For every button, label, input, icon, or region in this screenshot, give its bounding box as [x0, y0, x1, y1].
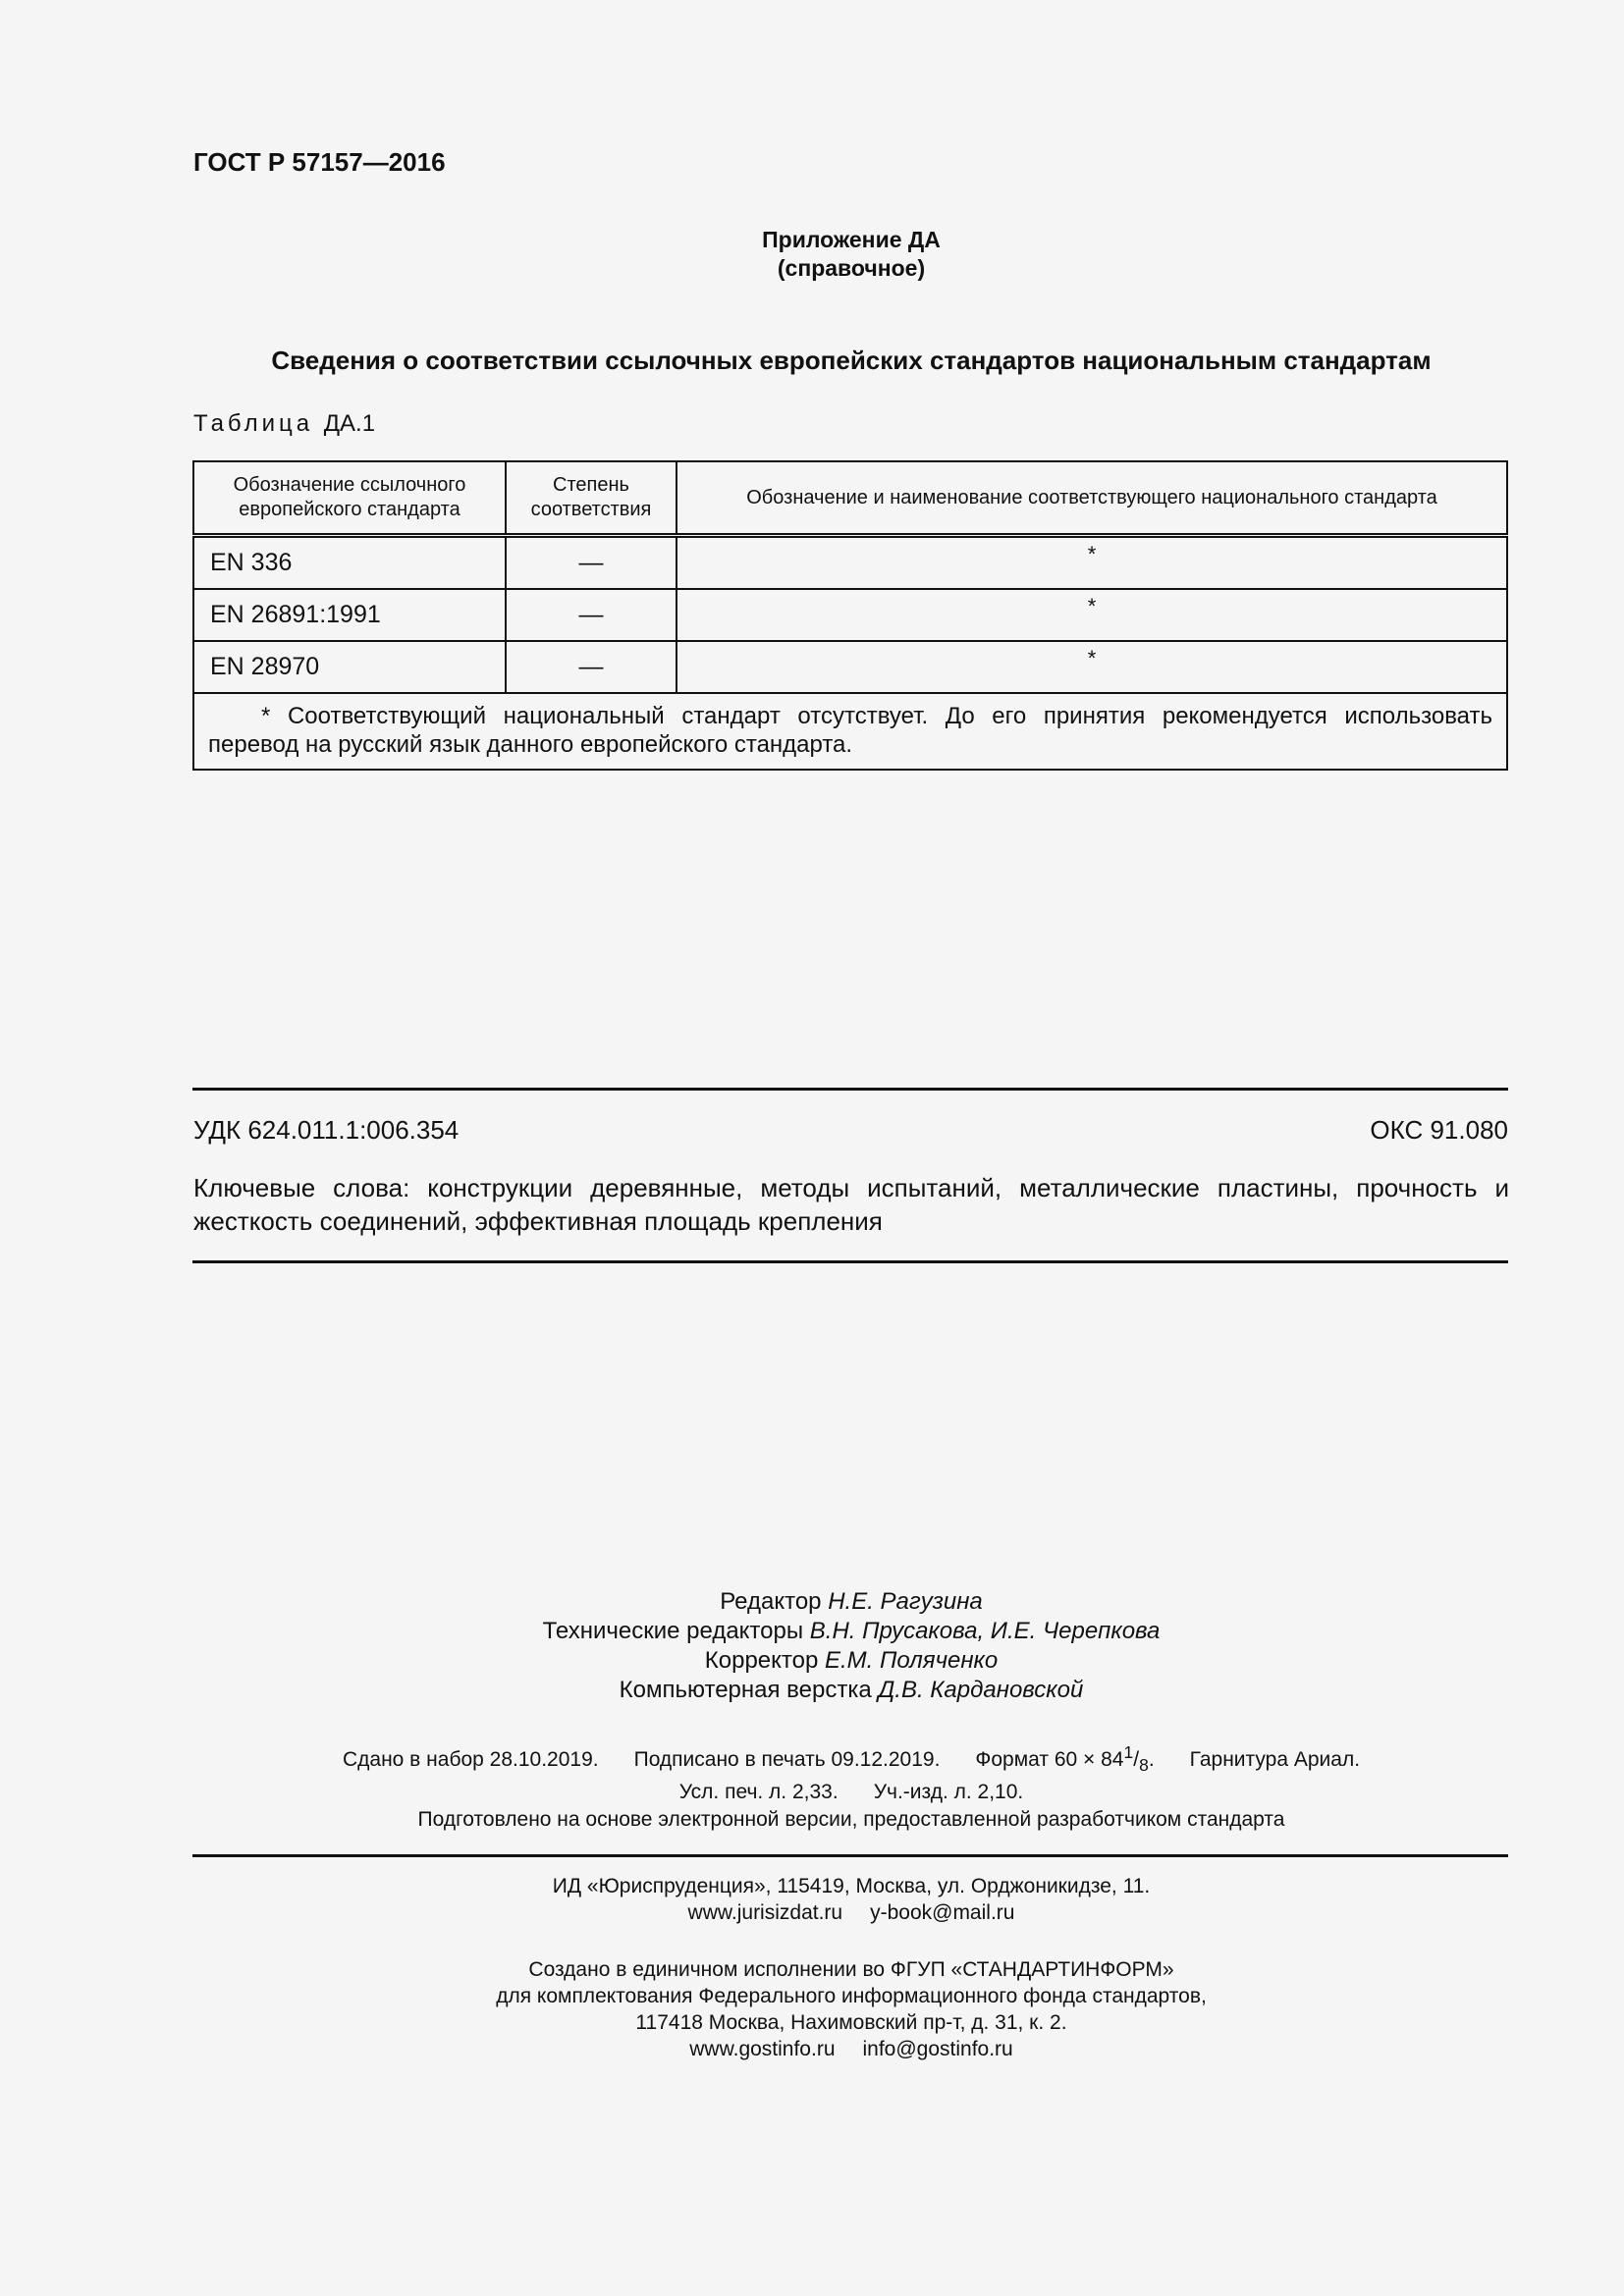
credits-block	[193, 1587, 1509, 1705]
created-line-1: Создано в единичном исполнении во ФГУП «СТАНДАРТИНФОРМ»	[528, 1958, 1174, 1981]
table-row	[193, 641, 1507, 693]
credit-name: Д.В. Кардановской	[878, 1677, 1084, 1703]
table-note-row	[193, 693, 1507, 770]
created-line-3: 117418 Москва, Нахимовский пр-т, д. 31, к. 2.	[635, 2011, 1067, 2034]
standards-table	[192, 460, 1508, 771]
typeface: Гарнитура Ариал.	[1189, 1748, 1361, 1771]
table-caption-label: Таблица	[193, 410, 314, 437]
credit-corrector	[193, 1646, 1509, 1676]
table-header-row	[193, 461, 1507, 536]
credit-tech-editors	[193, 1617, 1509, 1646]
header-degree: Степень соответствия	[506, 461, 677, 536]
credit-name: В.Н. Прусакова, И.Е. Черепкова	[809, 1618, 1161, 1644]
created-line-2: для комплектования Федерального информационного фонда стандартов,	[496, 1985, 1207, 2007]
cell-degree: —	[506, 589, 677, 641]
created-contacts	[193, 2036, 1509, 2062]
divider-keywords	[192, 1260, 1508, 1263]
publisher-contacts	[193, 1899, 1509, 1926]
table-footnote-text: * Соответствующий национальный стандарт отсутствует. До его принятия рекомендуется использовать перевод на русский язык данного европейского стандарта.	[208, 703, 1492, 758]
cell-degree: —	[506, 641, 677, 693]
paper-format: Формат $60 \times 84^1/_8$.	[975, 1742, 1155, 1776]
appendix-title: Приложение ДА	[762, 227, 941, 252]
print-info-line-1	[193, 1738, 1509, 1779]
format-sub: 8	[1139, 1755, 1149, 1776]
appendix-subtitle: (справочное)	[777, 255, 926, 281]
header-national-standard: Обозначение и наименование соответствующего национального стандарта	[677, 461, 1507, 536]
signed-date: Подписано в печать 09.12.2019.	[633, 1748, 941, 1771]
cell-national: *	[677, 536, 1507, 590]
udk-code: УДК 624.011.1:006.354	[193, 1115, 460, 1145]
keywords: Ключевые слова: конструкции деревянные, методы испытаний, металлические пластины, прочность и жесткость соединений, эффективная площадь крепления	[193, 1173, 1509, 1236]
table-footnote	[193, 693, 1507, 770]
cell-national: *	[677, 589, 1507, 641]
publishing-sheets: Уч.-изд. л. 2,10.	[873, 1781, 1024, 1804]
cell-code: EN 28970	[193, 641, 506, 693]
credit-label: Технические редакторы	[542, 1618, 804, 1644]
credit-editor	[193, 1587, 1509, 1617]
credit-layout	[193, 1676, 1509, 1705]
table-caption	[193, 410, 375, 438]
header-european-standard: Обозначение ссылочного европейского стандарта	[193, 461, 506, 536]
format-sup: 1	[1123, 1742, 1134, 1762]
print-info	[193, 1738, 1509, 1806]
format-suffix: .	[1148, 1748, 1155, 1771]
section-title: Сведения о соответствии ссылочных европейских стандартов национальным стандартам	[271, 346, 1432, 375]
appendix-heading	[193, 226, 1509, 283]
credit-label: Редактор	[720, 1588, 822, 1615]
oks-code: ОКС 91.080	[1370, 1115, 1508, 1145]
credit-label: Компьютерная верстка	[619, 1677, 872, 1703]
cell-code: EN 26891:1991	[193, 589, 506, 641]
cell-national: *	[677, 641, 1507, 693]
table-row	[193, 536, 1507, 590]
gostinfo-site-link[interactable]: www.gostinfo.ru	[689, 2038, 836, 2060]
submitted-date: Сдано в набор 28.10.2019.	[342, 1748, 599, 1771]
print-sheets: Усл. печ. л. 2,33.	[678, 1781, 839, 1804]
table-row	[193, 589, 1507, 641]
cell-degree: —	[506, 536, 677, 590]
divider-top	[192, 1088, 1508, 1091]
created-block	[193, 1956, 1509, 2062]
document-code: ГОСТ Р 57157—2016	[193, 147, 446, 177]
publisher-address: ИД «Юриспруденция», 115419, Москва, ул. Орджоникидзе, 11.	[552, 1875, 1151, 1897]
table-caption-number: ДА.1	[323, 410, 376, 437]
prepared-note: Подготовлено на основе электронной версии, предоставленной разработчиком стандарта	[417, 1808, 1285, 1831]
publisher-block	[193, 1873, 1509, 1926]
cell-code: EN 336	[193, 536, 506, 590]
credit-name: Н.Е. Рагузина	[828, 1588, 983, 1615]
format-text: Формат 60 × 84	[975, 1748, 1124, 1771]
divider-bottom	[192, 1854, 1508, 1857]
print-info-line-2	[193, 1779, 1509, 1806]
publisher-site-link[interactable]: www.jurisizdat.ru	[687, 1901, 843, 1924]
credit-label: Корректор	[704, 1647, 819, 1674]
gostinfo-email-link[interactable]: info@gostinfo.ru	[862, 2038, 1013, 2060]
credit-name: Е.М. Поляченко	[825, 1647, 999, 1674]
publisher-email-link[interactable]: y-book@mail.ru	[870, 1901, 1015, 1924]
